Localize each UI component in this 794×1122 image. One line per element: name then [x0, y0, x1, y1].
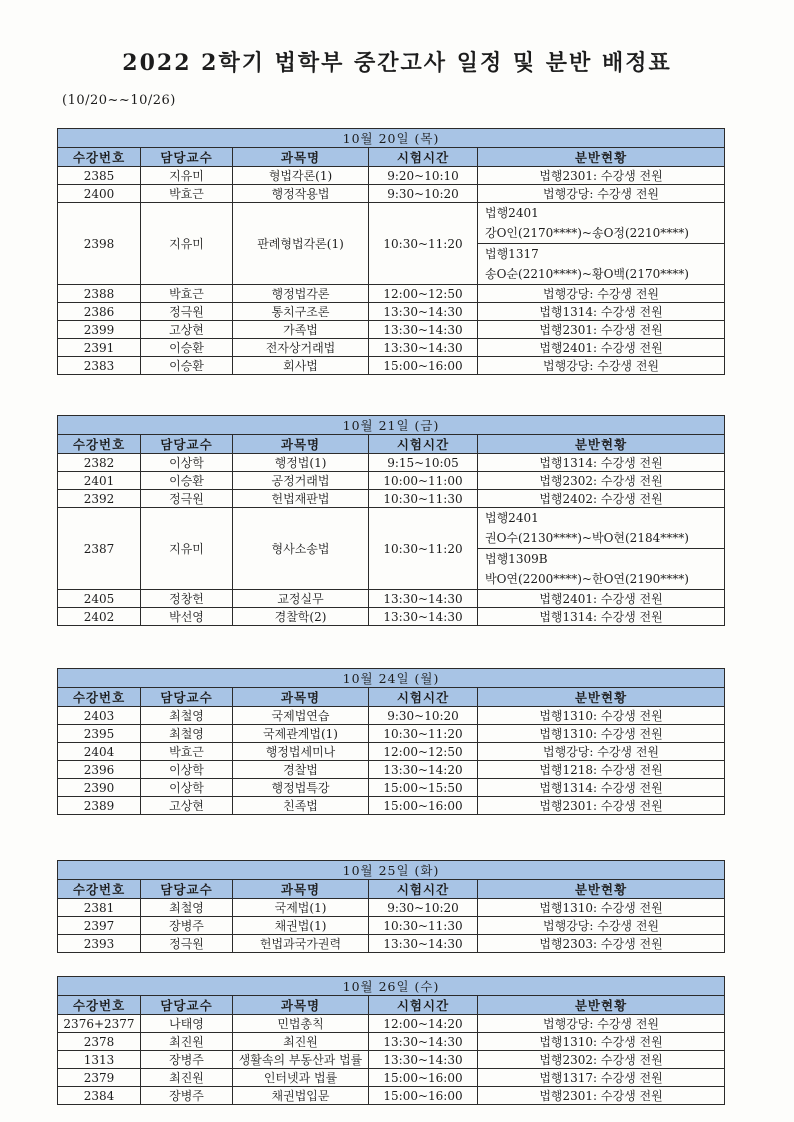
code-cell: 2392 — [58, 490, 141, 508]
assignment-cell: 법행2301: 수강생 전원 — [478, 797, 725, 815]
professor-cell: 박효근 — [141, 743, 233, 761]
subject-cell: 국제법(1) — [233, 899, 369, 917]
code-cell: 2400 — [58, 185, 141, 203]
assignment-cell: 법행2301: 수강생 전원 — [478, 167, 725, 185]
time-cell: 15:00~15:50 — [369, 779, 478, 797]
subject-cell: 교정실무 — [233, 590, 369, 608]
subject-cell: 인터넷과 법률 — [233, 1069, 369, 1087]
time-cell: 12:00~14:20 — [369, 1015, 478, 1033]
column-header: 과목명 — [233, 148, 369, 167]
table-row — [58, 185, 725, 203]
table-row — [58, 167, 725, 185]
code-cell: 2402 — [58, 608, 141, 626]
time-cell: 13:30~14:30 — [369, 1033, 478, 1051]
table-row — [58, 203, 725, 285]
exam-day-table — [57, 415, 725, 626]
column-header: 과목명 — [233, 880, 369, 899]
student-range-label: 박O연(2200****)~한O연(2190****) — [485, 572, 689, 586]
column-header: 수강번호 — [58, 435, 141, 454]
code-cell: 2395 — [58, 725, 141, 743]
subject-cell: 경찰학(2) — [233, 608, 369, 626]
code-cell: 2387 — [58, 508, 141, 590]
column-header: 수강번호 — [58, 996, 141, 1015]
column-header: 수강번호 — [58, 880, 141, 899]
assignment-cell: 법행1218: 수강생 전원 — [478, 761, 725, 779]
professor-cell: 장병주 — [141, 1051, 233, 1069]
code-cell: 2385 — [58, 167, 141, 185]
time-cell: 9:20~10:10 — [369, 167, 478, 185]
time-cell: 10:30~11:30 — [369, 917, 478, 935]
subject-cell: 국제관계법(1) — [233, 725, 369, 743]
professor-cell: 나태영 — [141, 1015, 233, 1033]
subject-cell: 최진원 — [233, 1033, 369, 1051]
assignment-cell: 법행2302: 수강생 전원 — [478, 472, 725, 490]
code-cell: 2389 — [58, 797, 141, 815]
column-header: 시험시간 — [369, 880, 478, 899]
professor-cell: 최진원 — [141, 1033, 233, 1051]
table-row — [58, 707, 725, 725]
subject-cell: 공정거래법 — [233, 472, 369, 490]
code-cell: 2396 — [58, 761, 141, 779]
table-date-label: 10월 20일 (목) — [58, 129, 725, 148]
time-cell: 12:00~12:50 — [369, 743, 478, 761]
table-date-row — [58, 977, 725, 996]
table-row — [58, 339, 725, 357]
code-cell: 2384 — [58, 1087, 141, 1105]
table-row — [58, 1087, 725, 1105]
time-cell: 13:30~14:30 — [369, 321, 478, 339]
time-cell: 9:15~10:05 — [369, 454, 478, 472]
table-row — [58, 779, 725, 797]
assignment-cell: 법행1310: 수강생 전원 — [478, 1033, 725, 1051]
assignment-cell: 법행2303: 수강생 전원 — [478, 935, 725, 953]
assignment-subcell — [478, 549, 724, 589]
assignment-cell: 법행1310: 수강생 전원 — [478, 899, 725, 917]
subject-cell: 행정작용법 — [233, 185, 369, 203]
time-cell: 10:30~11:30 — [369, 490, 478, 508]
professor-cell: 장병주 — [141, 1087, 233, 1105]
table-row — [58, 797, 725, 815]
code-cell: 2382 — [58, 454, 141, 472]
date-range-label: (10/20~~10/26) — [62, 93, 176, 108]
column-header: 분반현황 — [478, 688, 725, 707]
subject-cell: 민법총칙 — [233, 1015, 369, 1033]
column-header: 수강번호 — [58, 688, 141, 707]
table-row — [58, 472, 725, 490]
subject-cell: 행정법각론 — [233, 285, 369, 303]
assignment-cell: 법행1310: 수강생 전원 — [478, 725, 725, 743]
assignment-cell: 법행강당: 수강생 전원 — [478, 917, 725, 935]
subject-cell: 생활속의 부동산과 법률 — [233, 1051, 369, 1069]
professor-cell: 장병주 — [141, 917, 233, 935]
time-cell: 9:30~10:20 — [369, 707, 478, 725]
time-cell: 15:00~16:00 — [369, 1069, 478, 1087]
assignment-cell: 법행강당: 수강생 전원 — [478, 285, 725, 303]
code-cell: 2404 — [58, 743, 141, 761]
time-cell: 13:30~14:30 — [369, 935, 478, 953]
code-cell: 2386 — [58, 303, 141, 321]
table-row — [58, 285, 725, 303]
time-cell: 9:30~10:20 — [369, 899, 478, 917]
assignment-cell: 법행강당: 수강생 전원 — [478, 185, 725, 203]
subject-cell: 행정법세미나 — [233, 743, 369, 761]
assignment-cell: 법행2301: 수강생 전원 — [478, 321, 725, 339]
time-cell: 13:30~14:30 — [369, 339, 478, 357]
table-row — [58, 761, 725, 779]
code-cell: 2381 — [58, 899, 141, 917]
assignment-subcell — [478, 244, 724, 284]
table-date-row — [58, 861, 725, 880]
column-header: 과목명 — [233, 435, 369, 454]
student-range-label: 송O순(2210****)~황O백(2170****) — [485, 267, 689, 281]
column-header: 분반현황 — [478, 435, 725, 454]
exam-day-table — [57, 128, 725, 375]
professor-cell: 이승환 — [141, 472, 233, 490]
professor-cell: 지유미 — [141, 167, 233, 185]
assignment-cell: 법행강당: 수강생 전원 — [478, 743, 725, 761]
professor-cell: 이승환 — [141, 357, 233, 375]
table-date-label: 10월 24일 (월) — [58, 669, 725, 688]
code-cell: 2376+2377 — [58, 1015, 141, 1033]
professor-cell: 최철영 — [141, 707, 233, 725]
column-header: 분반현황 — [478, 148, 725, 167]
subject-cell: 전자상거래법 — [233, 339, 369, 357]
subject-cell: 형법각론(1) — [233, 167, 369, 185]
subject-cell: 헌법재판법 — [233, 490, 369, 508]
exam-day-table — [57, 976, 725, 1105]
professor-cell: 박선영 — [141, 608, 233, 626]
time-cell: 15:00~16:00 — [369, 357, 478, 375]
table-row — [58, 490, 725, 508]
professor-cell: 고상현 — [141, 797, 233, 815]
column-header: 담당교수 — [141, 148, 233, 167]
assignment-cell: 법행2401: 수강생 전원 — [478, 339, 725, 357]
column-header: 시험시간 — [369, 435, 478, 454]
professor-cell: 정창헌 — [141, 590, 233, 608]
assignment-cell: 법행2402: 수강생 전원 — [478, 490, 725, 508]
column-header: 담당교수 — [141, 880, 233, 899]
professor-cell: 최철영 — [141, 725, 233, 743]
table-header-row — [58, 148, 725, 167]
table-header-row — [58, 435, 725, 454]
table-header-row — [58, 996, 725, 1015]
assignment-cell: 법행2401: 수강생 전원 — [478, 590, 725, 608]
time-cell: 10:30~11:20 — [369, 508, 478, 590]
table-date-row — [58, 129, 725, 148]
professor-cell: 박효근 — [141, 285, 233, 303]
professor-cell: 지유미 — [141, 508, 233, 590]
code-cell: 2379 — [58, 1069, 141, 1087]
table-date-label: 10월 25일 (화) — [58, 861, 725, 880]
time-cell: 13:30~14:30 — [369, 608, 478, 626]
assignment-subcell — [478, 508, 724, 549]
table-date-row — [58, 669, 725, 688]
table-row — [58, 743, 725, 761]
code-cell: 2405 — [58, 590, 141, 608]
subject-cell: 행정법특강 — [233, 779, 369, 797]
professor-cell: 이상학 — [141, 761, 233, 779]
subject-cell: 가족법 — [233, 321, 369, 339]
column-header: 시험시간 — [369, 688, 478, 707]
subject-cell: 행정법(1) — [233, 454, 369, 472]
subject-cell: 친족법 — [233, 797, 369, 815]
assignment-split-cell — [478, 508, 725, 590]
assignment-cell: 법행1314: 수강생 전원 — [478, 303, 725, 321]
subject-cell: 통치구조론 — [233, 303, 369, 321]
code-cell: 2388 — [58, 285, 141, 303]
subject-cell: 회사법 — [233, 357, 369, 375]
code-cell: 2391 — [58, 339, 141, 357]
table-row — [58, 608, 725, 626]
assignment-split-cell — [478, 203, 725, 285]
table-row — [58, 1051, 725, 1069]
assignment-cell: 법행1314: 수강생 전원 — [478, 779, 725, 797]
student-range-label: 강O인(2170****)~송O정(2210****) — [485, 226, 689, 240]
exam-day-table — [57, 668, 725, 815]
assignment-cell: 법행강당: 수강생 전원 — [478, 357, 725, 375]
table-row — [58, 1069, 725, 1087]
time-cell: 13:30~14:20 — [369, 761, 478, 779]
table-row — [58, 1015, 725, 1033]
exam-day-table — [57, 860, 725, 953]
time-cell: 9:30~10:20 — [369, 185, 478, 203]
assignment-cell: 법행1314: 수강생 전원 — [478, 608, 725, 626]
time-cell: 13:30~14:30 — [369, 303, 478, 321]
column-header: 과목명 — [233, 688, 369, 707]
table-date-label: 10월 21일 (금) — [58, 416, 725, 435]
subject-cell: 판례형법각론(1) — [233, 203, 369, 285]
table-row — [58, 899, 725, 917]
code-cell: 2397 — [58, 917, 141, 935]
professor-cell: 이승환 — [141, 339, 233, 357]
time-cell: 13:30~14:30 — [369, 590, 478, 608]
code-cell: 2398 — [58, 203, 141, 285]
table-date-label: 10월 26일 (수) — [58, 977, 725, 996]
professor-cell: 지유미 — [141, 203, 233, 285]
professor-cell: 최철영 — [141, 899, 233, 917]
table-header-row — [58, 688, 725, 707]
professor-cell: 정극원 — [141, 935, 233, 953]
column-header: 담당교수 — [141, 688, 233, 707]
room-label: 법행2401 — [485, 206, 539, 220]
column-header: 수강번호 — [58, 148, 141, 167]
column-header: 담당교수 — [141, 996, 233, 1015]
column-header: 분반현황 — [478, 880, 725, 899]
table-row — [58, 935, 725, 953]
code-cell: 2399 — [58, 321, 141, 339]
assignment-cell: 법행1314: 수강생 전원 — [478, 454, 725, 472]
room-label: 법행1317 — [485, 247, 539, 261]
subject-cell: 채권법입문 — [233, 1087, 369, 1105]
column-header: 시험시간 — [369, 148, 478, 167]
professor-cell: 이상학 — [141, 779, 233, 797]
column-header: 담당교수 — [141, 435, 233, 454]
page-title: 2022 2학기 법학부 중간고사 일정 및 분반 배정표 — [122, 50, 672, 76]
table-date-row — [58, 416, 725, 435]
table-row — [58, 917, 725, 935]
professor-cell: 정극원 — [141, 490, 233, 508]
code-cell: 1313 — [58, 1051, 141, 1069]
column-header: 분반현황 — [478, 996, 725, 1015]
subject-cell: 경찰법 — [233, 761, 369, 779]
subject-cell: 형사소송법 — [233, 508, 369, 590]
assignment-cell: 법행2301: 수강생 전원 — [478, 1087, 725, 1105]
professor-cell: 이상학 — [141, 454, 233, 472]
subject-cell: 헌법과국가권력 — [233, 935, 369, 953]
time-cell: 10:00~11:00 — [369, 472, 478, 490]
professor-cell: 최진원 — [141, 1069, 233, 1087]
time-cell: 12:00~12:50 — [369, 285, 478, 303]
column-header: 과목명 — [233, 996, 369, 1015]
table-row — [58, 508, 725, 590]
student-range-label: 권O수(2130****)~박O현(2184****) — [485, 531, 689, 545]
time-cell: 15:00~16:00 — [369, 1087, 478, 1105]
table-row — [58, 725, 725, 743]
code-cell: 2393 — [58, 935, 141, 953]
assignment-cell: 법행1310: 수강생 전원 — [478, 707, 725, 725]
time-cell: 10:30~11:20 — [369, 203, 478, 285]
time-cell: 10:30~11:20 — [369, 725, 478, 743]
code-cell: 2390 — [58, 779, 141, 797]
table-row — [58, 321, 725, 339]
professor-cell: 박효근 — [141, 185, 233, 203]
exam-schedule-tables — [57, 128, 724, 1105]
assignment-subcell — [478, 203, 724, 244]
code-cell: 2403 — [58, 707, 141, 725]
subject-cell: 채권법(1) — [233, 917, 369, 935]
code-cell: 2401 — [58, 472, 141, 490]
table-header-row — [58, 880, 725, 899]
table-row — [58, 454, 725, 472]
assignment-cell: 법행강당: 수강생 전원 — [478, 1015, 725, 1033]
code-cell: 2378 — [58, 1033, 141, 1051]
table-row — [58, 1033, 725, 1051]
room-label: 법행2401 — [485, 511, 539, 525]
table-row — [58, 590, 725, 608]
assignment-cell: 법행1317: 수강생 전원 — [478, 1069, 725, 1087]
professor-cell: 고상현 — [141, 321, 233, 339]
subject-cell: 국제법연습 — [233, 707, 369, 725]
table-row — [58, 357, 725, 375]
column-header: 시험시간 — [369, 996, 478, 1015]
assignment-cell: 법행2302: 수강생 전원 — [478, 1051, 725, 1069]
code-cell: 2383 — [58, 357, 141, 375]
room-label: 법행1309B — [485, 552, 548, 566]
professor-cell: 정극원 — [141, 303, 233, 321]
time-cell: 13:30~14:30 — [369, 1051, 478, 1069]
table-row — [58, 303, 725, 321]
time-cell: 15:00~16:00 — [369, 797, 478, 815]
